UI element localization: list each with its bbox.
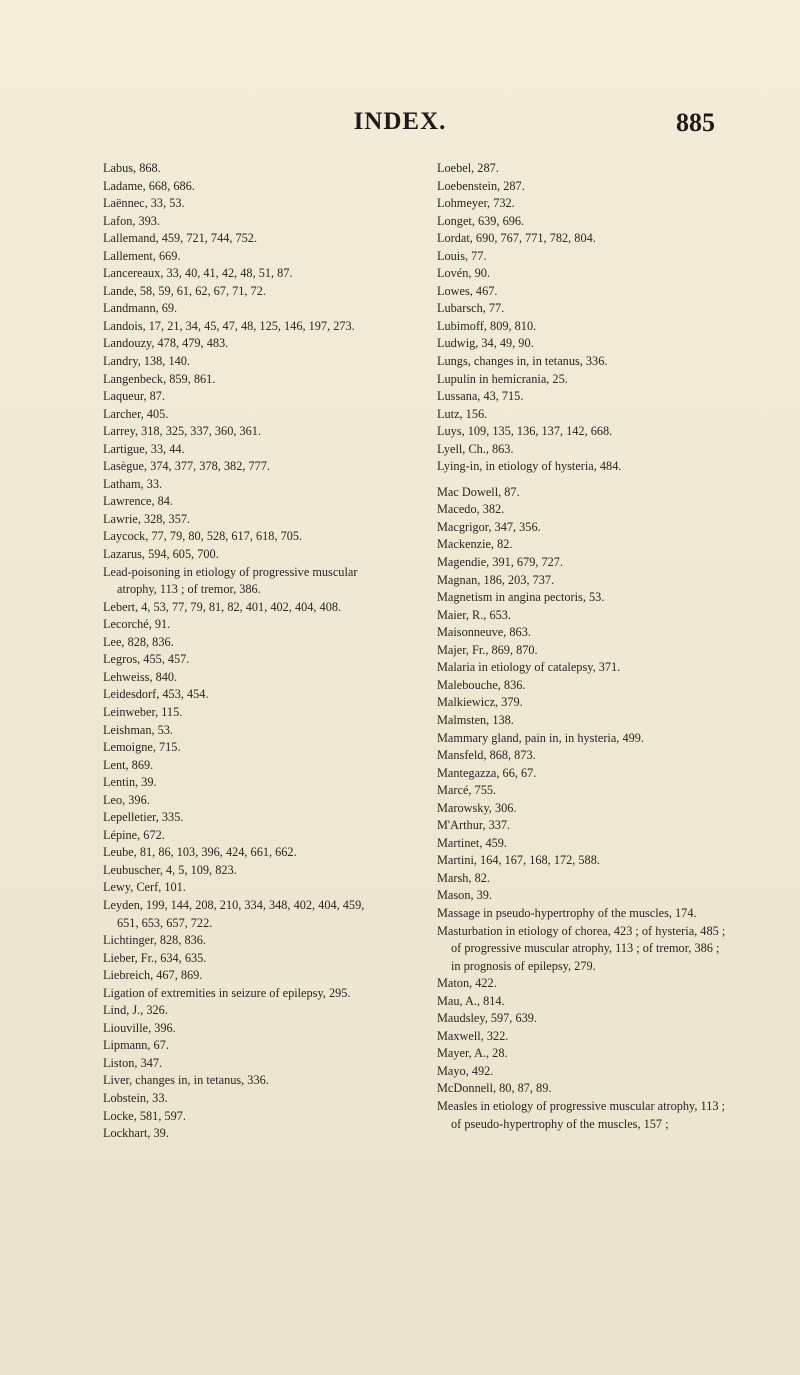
index-entry: Macgrigor, 347, 356. xyxy=(437,519,541,534)
index-entry: Martinet, 459. xyxy=(437,835,508,850)
index-entry: Malebouche, 836. xyxy=(437,677,526,692)
index-column-right xyxy=(437,160,727,1133)
index-entry: Luys, 109, 135, 136, 137, 142, 668. xyxy=(437,424,613,439)
index-entry: Lead-poisoning in etiology of progressive muscular atrophy, 113 ; of tremor, 386. xyxy=(103,564,358,597)
index-entry: Lockhart, 39. xyxy=(103,1126,169,1141)
index-entry: Martini, 164, 167, 168, 172, 588. xyxy=(437,853,600,868)
index-entry: Lubarsch, 77. xyxy=(437,301,505,316)
index-entry: Ladame, 668, 686. xyxy=(103,178,195,193)
index-entry: Landouzy, 478, 479, 483. xyxy=(103,336,229,351)
index-entry: Malkiewicz, 379. xyxy=(437,695,523,710)
index-entry: Malmsten, 138. xyxy=(437,712,514,727)
index-entry: Latham, 33. xyxy=(103,476,163,491)
index-entry: Marowsky, 306. xyxy=(437,800,517,815)
index-entry: Laqueur, 87. xyxy=(103,389,165,404)
index-entry: Lichtinger, 828, 836. xyxy=(103,933,206,948)
index-entry: Lande, 58, 59, 61, 62, 67, 71, 72. xyxy=(103,283,266,298)
index-entry: Lawrence, 84. xyxy=(103,494,173,509)
index-entry: Legros, 455, 457. xyxy=(103,652,190,667)
index-entry: Majer, Fr., 869, 870. xyxy=(437,642,538,657)
index-entry: Macedo, 382. xyxy=(437,502,505,517)
index-entry: Massage in pseudo-hypertrophy of the muscles, 174. xyxy=(437,905,697,920)
index-entry: Lyell, Ch., 863. xyxy=(437,441,514,456)
index-entry: Mansfeld, 868, 873. xyxy=(437,748,536,763)
index-entry: Larcher, 405. xyxy=(103,406,169,421)
index-entry: Mayo, 492. xyxy=(437,1063,494,1078)
index-entry: Lehweiss, 840. xyxy=(103,669,178,684)
index-entry: Lallemand, 459, 721, 744, 752. xyxy=(103,231,258,246)
index-entry: Leo, 396. xyxy=(103,792,150,807)
index-entry: Lafon, 393. xyxy=(103,213,161,228)
index-entry: Liston, 347. xyxy=(103,1055,163,1070)
index-entry: Marsh, 82. xyxy=(437,870,490,885)
index-entry: Lazarus, 594, 605, 700. xyxy=(103,547,219,562)
index-entry: Laënnec, 33, 53. xyxy=(103,196,185,211)
index-entry: Lewy, Cerf, 101. xyxy=(103,880,186,895)
index-entry: Maisonneuve, 863. xyxy=(437,625,531,640)
index-entry: Liebreich, 467, 869. xyxy=(103,968,203,983)
index-entry: Landry, 138, 140. xyxy=(103,354,190,369)
index-entry: Leyden, 199, 144, 208, 210, 334, 348, 402, 404, 459, 651, 653, 657, 722. xyxy=(103,897,365,930)
index-entry: Liver, changes in, in tetanus, 336. xyxy=(103,1073,269,1088)
index-entry: Malaria in etiology of catalepsy, 371. xyxy=(437,660,621,675)
index-entry: Lent, 869. xyxy=(103,757,154,772)
index-entry: Mammary gland, pain in, in hysteria, 499. xyxy=(437,730,644,745)
index-entry: Lovén, 90. xyxy=(437,266,490,281)
index-entry: Measles in etiology of progressive muscular atrophy, 113 ; of pseudo-hypertrophy of the muscles, 157 ; xyxy=(437,1098,726,1131)
index-entry: Maudsley, 597, 639. xyxy=(437,1011,537,1026)
index-entry: Loebenstein, 287. xyxy=(437,178,525,193)
index-entry: Mackenzie, 82. xyxy=(437,537,513,552)
index-entry: Louis, 77. xyxy=(437,248,487,263)
index-entry: Lecorché, 91. xyxy=(103,617,171,632)
index-entry: Locke, 581, 597. xyxy=(103,1108,186,1123)
index-entry: Ligation of extremities in seizure of epilepsy, 295. xyxy=(103,985,351,1000)
index-entry: Ludwig, 34, 49, 90. xyxy=(437,336,534,351)
index-entry: Lowes, 467. xyxy=(437,283,498,298)
index-entry: Magnetism in angina pectoris, 53. xyxy=(437,590,605,605)
index-entry: Masturbation in etiology of chorea, 423 ; of hysteria, 485 ; of progressive muscular atrophy, 113 ; of tremor, 386 ; in prognosis of epilepsy, 279. xyxy=(437,923,726,973)
index-entry: Lasègue, 374, 377, 378, 382, 777. xyxy=(103,459,271,474)
index-entry: Lepelletier, 335. xyxy=(103,810,184,825)
index-entry: Lallement, 669. xyxy=(103,248,181,263)
index-entry: Leubuscher, 4, 5, 109, 823. xyxy=(103,862,237,877)
index-entry: M'Arthur, 337. xyxy=(437,818,511,833)
index-entry: Lipmann, 67. xyxy=(103,1038,169,1053)
index-entry: Lupulin in hemicrania, 25. xyxy=(437,371,568,386)
index-entry: Mayer, A., 28. xyxy=(437,1046,508,1061)
index-entry: Langenbeck, 859, 861. xyxy=(103,371,216,386)
index-entry: Lebert, 4, 53, 77, 79, 81, 82, 401, 402, 404, 408. xyxy=(103,599,342,614)
index-entry: Laycock, 77, 79, 80, 528, 617, 618, 705. xyxy=(103,529,303,544)
index-entry: McDonnell, 80, 87, 89. xyxy=(437,1081,552,1096)
index-entry: Mantegazza, 66, 67. xyxy=(437,765,537,780)
index-entry: Lying-in, in etiology of hysteria, 484. xyxy=(437,459,622,474)
index-column-left xyxy=(103,160,388,1143)
index-entry: Marcé, 755. xyxy=(437,783,497,798)
index-entry: Lind, J., 326. xyxy=(103,1003,168,1018)
index-entry: Landmann, 69. xyxy=(103,301,178,316)
index-entry: Lartigue, 33, 44. xyxy=(103,441,185,456)
index-entry: Longet, 639, 696. xyxy=(437,213,525,228)
page-title: INDEX. xyxy=(353,108,447,135)
index-entry: Magendie, 391, 679, 727. xyxy=(437,555,564,570)
index-entry: Lemoigne, 715. xyxy=(103,740,181,755)
index-entry: Leube, 81, 86, 103, 396, 424, 661, 662. xyxy=(103,845,297,860)
index-entry: Leidesdorf, 453, 454. xyxy=(103,687,209,702)
index-entry: Maier, R., 653. xyxy=(437,607,511,622)
index-entry: Labus, 868. xyxy=(103,161,161,175)
index-entry: Lordat, 690, 767, 771, 782, 804. xyxy=(437,231,596,246)
index-entry: Mason, 39. xyxy=(437,888,492,903)
index-entry: Leinweber, 115. xyxy=(103,704,183,719)
index-entry: Lutz, 156. xyxy=(437,406,488,421)
index-entry: Mau, A., 814. xyxy=(437,993,505,1008)
index-entry: Lubimoff, 809, 810. xyxy=(437,318,537,333)
index-entry: Loebel, 287. xyxy=(437,161,499,175)
index-entry: Maton, 422. xyxy=(437,976,497,991)
index-entry: Larrey, 318, 325, 337, 360, 361. xyxy=(103,424,262,439)
index-entry: Lohmeyer, 732. xyxy=(437,196,515,211)
index-entry: Lawrie, 328, 357. xyxy=(103,511,191,526)
index-entry: Lancereaux, 33, 40, 41, 42, 48, 51, 87. xyxy=(103,266,293,281)
index-entry: Landois, 17, 21, 34, 45, 47, 48, 125, 146, 197, 273. xyxy=(103,318,355,333)
index-entry: Liouville, 396. xyxy=(103,1020,176,1035)
page-number: 885 xyxy=(676,108,715,137)
index-entry: Maxwell, 322. xyxy=(437,1028,509,1043)
index-entry: Lee, 828, 836. xyxy=(103,634,174,649)
index-entry: Mac Dowell, 87. xyxy=(437,484,520,499)
index-entry: Lépine, 672. xyxy=(103,827,165,842)
index-entry: Lobstein, 33. xyxy=(103,1090,168,1105)
index-entry: Lieber, Fr., 634, 635. xyxy=(103,950,207,965)
index-entry: Lentin, 39. xyxy=(103,775,157,790)
index-entry: Lungs, changes in, in tetanus, 336. xyxy=(437,354,608,369)
index-entry: Leishman, 53. xyxy=(103,722,174,737)
index-entry: Lussana, 43, 715. xyxy=(437,389,524,404)
index-entry: Magnan, 186, 203, 737. xyxy=(437,572,555,587)
page-header xyxy=(0,108,800,148)
